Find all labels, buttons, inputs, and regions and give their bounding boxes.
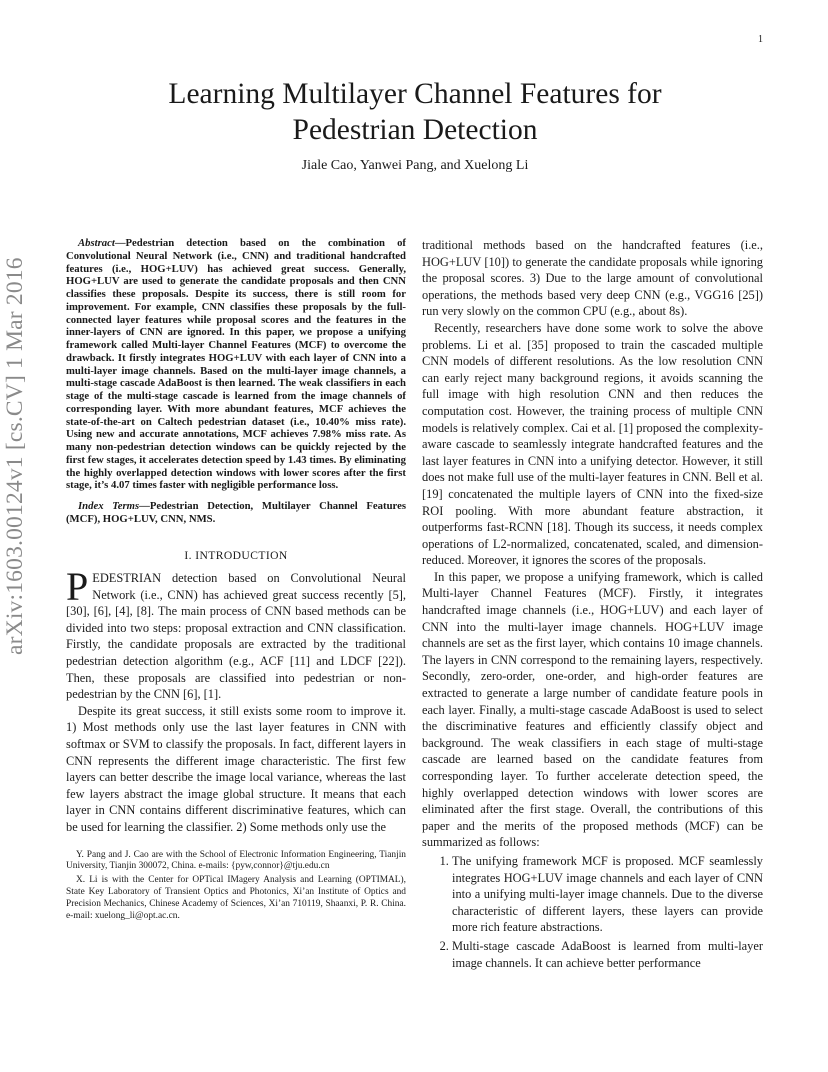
citation-link[interactable]: [19] (422, 486, 443, 501)
index-terms (66, 500, 406, 526)
footnotes (66, 850, 406, 923)
citation-link[interactable]: [11] (289, 654, 311, 669)
body-text: concatenated the multiple layers of CNN into the fixed-size ROI pooling. With more abundant feature abstraction, it outperforms fast-RCNN (422, 486, 763, 535)
right-paragraph-3: In this paper, we propose a unifying framework, which is called Multi-layer Channel Features (MCF). Firstly, it integrates handcrafted image channels (i.e., HOG+LUV) and each layer of CNN into the multi-layer image channels. HOG+LUV image channels are set as the first layer, which contains 10 image channels. The layers in CNN correspond to the remaining layers, respectively. Secondly, zero-order, one-order, and high-order features are extracted to generate a large number of candidate feature pools in each layer. Finally, a multi-stage cascade AdaBoost is used to select the discriminative features and efficiently classify object and background. The weak classifiers in each stage of multi-stage cascade are learned based on the candidate features from corresponding layer. To further accelerate detection speed, the highly overlapped detection windows with lower scores are eliminated after the first stage. Overall, the contributions of this paper and the merits of the proposed methods (MCF) can be summarized as follows: (422, 569, 763, 850)
citation-link[interactable]: [35] (527, 337, 548, 352)
body-text: traditional methods based on the handcrafted features (i.e., HOG+LUV (422, 238, 763, 269)
citation-link[interactable]: [18] (547, 520, 568, 535)
footnote-affiliation-1: Y. Pang and J. Cao are with the School of Electronic Information Engineering, Tianjin University, Tianjin 300072, China. e-mails: {pyw,connor}@tju.edu.cn (66, 849, 406, 872)
citation-link[interactable]: [10] (484, 254, 505, 269)
citation-link[interactable]: [25] (738, 287, 759, 302)
title-line-2: Pedestrian Detection (292, 114, 538, 146)
right-column (422, 237, 763, 973)
body-text: proposed the complexity-aware cascade to seamlessly integrate handcrafted features and the last layer features in CNN into a unifying detector. However, it still does not make full use of the multi-layer features in CNN. Bell et al. (422, 420, 763, 485)
section-heading-introduction: I. INTRODUCTION (184, 548, 288, 562)
page-number: 1 (758, 34, 763, 45)
contributions-list (422, 853, 763, 971)
contribution-item-2: 2. Multi-stage cascade AdaBoost is learned from multi-layer image channels. It can achieve better performance (452, 938, 763, 971)
arxiv-stamp-text: arXiv:1603.00124v1 [cs.CV] 1 Mar 2016 (2, 257, 28, 655)
left-column (66, 237, 406, 924)
abstract-text: —Pedestrian detection based on the combination of Convolutional Neural Network (i.e., CNN) and traditional handcrafted features (i.e., HOG+LUV) has achieved great success. Generally, HOG+LUV are used to generate the candidate proposals and then CNN classifies these proposals. Despite its success, there is still room for improvement. For example, CNN classifies these proposals by the full-connected layer features while proposal scores and the features in the inner-layers of CNN are ignored. In this paper, we propose a unifying framework called Multi-layer Channel Features (MCF) to overcome the drawback. It firstly integrates HOG+LUV with each layer of CNN into a multi-layer image channels. Based on the multi-layer image channels, a multi-stage cascade AdaBoost is then learned. The weak classifiers in each stage of the multi-stage cascade is learned from the image channels of corresponding layer. With more abundant features, MCF achieves the state-of-the-art on Caltech pedestrian dataset (i.e., 10.40% miss rate). Using new and accurate annotations, MCF achieves 7.98% miss rate. As many non-pedestrian detection windows can be quickly rejected by the first few stages, it accelerates detection speed by 1.43 times. By eliminating the highly overlapped detection windows with lower scores after the first stage, it’s 4.07 times faster with negligible performance loss. (66, 237, 406, 492)
index-terms-text: —Pedestrian Detection, Multilayer Channel Features (MCF), HOG+LUV, CNN, NMS. (66, 500, 406, 525)
drop-cap: P (66, 564, 89, 610)
title-line-1: Learning Multilayer Channel Features for (168, 78, 662, 110)
intro-paragraph-2: Despite its great success, it still exists some room to improve it. 1) Most methods only use the last layer features in CNN with softmax or SVM to classify the proposals. In fact, different layers in CNN represents the different image characteristic. The first few layers can better describe the image local variance, whereas the last few layers abstract the image global structure. It means that each layer in CNN contains different discriminative features, which can be used for learning the classifier. 2) Some methods only use the (66, 703, 406, 834)
footnote-affiliation-2: X. Li is with the Center for OPTical IMagery Analysis and Learning (OPTIMAL), State Key Laboratory of Transient Optics and Photonics, Xi’an Institute of Optics and Precision Mechanics, Chinese Academy of Sciences, Xi’an 710119, Shaanxi, P. R. China. e-mail: xuelong_li@opt.ac.cn. (66, 875, 406, 921)
intro-text: ). Then, these proposals are classified into pedestrian or non-pedestrian by the CNN (66, 654, 407, 702)
intro-text: and LDCF (310, 654, 379, 669)
body-text: . Though its success, it needs complex operations of L2-normalized, concatenated, scaled, and dimension-reduced. Moreover, it ignores the scores of the proposals. (422, 520, 764, 568)
abstract (66, 237, 406, 492)
citation-link[interactable]: [22] (378, 654, 399, 669)
intro-text: . The main process of CNN based methods can be divided into two steps: proposal extraction and CNN classification. Firstly, the candidate proposals are extracted by the traditional pedestrian detection algorithm (e.g., ACF (66, 604, 406, 669)
intro-text: EDESTRIAN detection based on Convolutional Neural Network (i.e., CNN) has achieved great success recently (92, 571, 406, 602)
body-text: ) to generate the candidate proposals while ignoring the proposal scores. 3) Due to the large amount of convolutional operations, the methods based very deep CNN (e.g., VGG16 (422, 254, 764, 302)
intro-text: . (218, 687, 222, 702)
body-text: proposed to train the cascaded multiple CNN models of different resolutions. As the low resolution CNN can early reject many background regions, it avoids scanning the full image with high resolution CNN and then reduces the computation cost. However, the training process of multiple CNN models is relatively complex. Cai et al. (422, 337, 763, 435)
contribution-item-1: 1. The unifying framework MCF is proposed. MCF seamlessly integrates HOG+LUV image channels and each layer of CNN into a unifying multi-layer image channels. Due to the diverse characteristic of different layers, these layers can provide more rich feature abstractions. (452, 853, 763, 936)
citation-link[interactable]: [5], [30], [6], [4], [8] (66, 587, 406, 619)
right-paragraph-2 (422, 320, 763, 569)
intro-paragraph-1 (66, 564, 407, 703)
paper-title (60, 76, 770, 148)
right-paragraph-1 (422, 237, 763, 320)
citation-link[interactable]: [1] (618, 420, 634, 435)
body-text: ) run very slowly on the common CPU (e.g., about 8s). (422, 287, 763, 319)
index-terms-label: Index Terms (78, 500, 140, 512)
authors: Jiale Cao, Yanwei Pang, and Xuelong Li (301, 158, 529, 173)
citation-link[interactable]: [6], [1] (183, 687, 219, 702)
abstract-label: Abstract (78, 237, 115, 249)
body-text: Recently, researchers have done some work to solve the above problems. Li et al. (422, 320, 763, 352)
